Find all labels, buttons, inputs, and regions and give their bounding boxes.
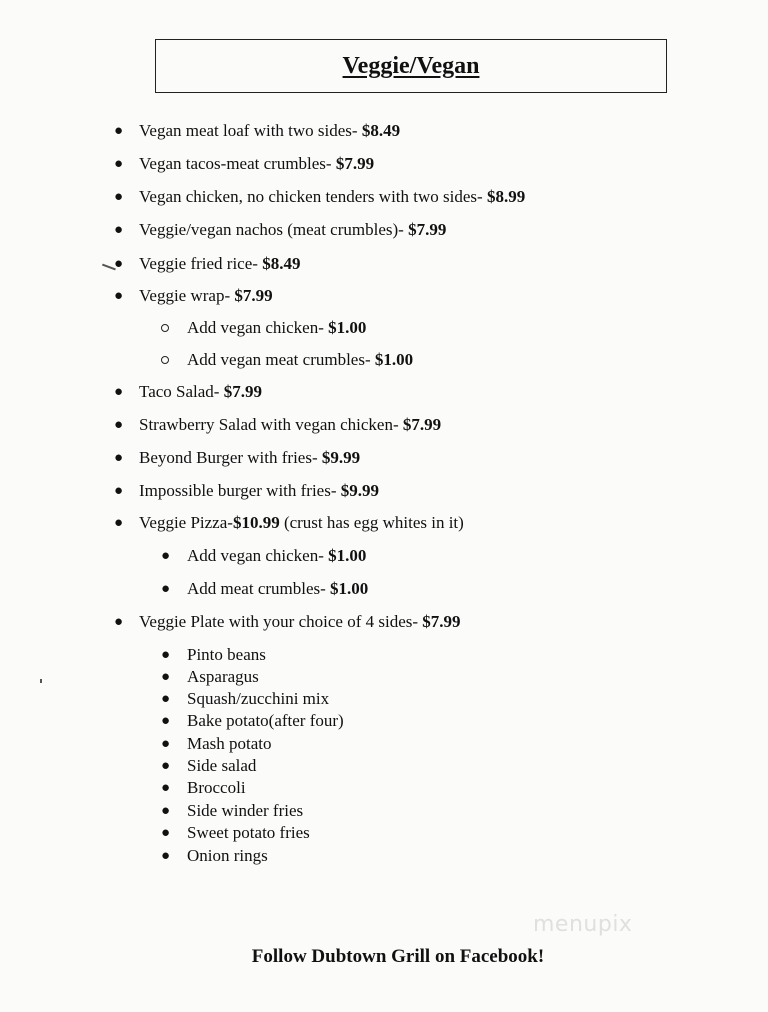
item-price: $7.99 xyxy=(408,220,447,239)
item-name: Veggie Plate with your choice of 4 sides- xyxy=(139,612,423,631)
item-price: $9.99 xyxy=(340,481,380,500)
bullet-icon: ● xyxy=(161,669,171,685)
bullet-icon: ● xyxy=(161,758,171,774)
addon-name: Add vegan chicken- xyxy=(187,546,329,565)
bullet-icon: ● xyxy=(161,848,171,864)
side-item: Side winder fries xyxy=(187,801,304,820)
menu-item-strawberry-salad xyxy=(139,415,441,435)
side-item: Squash/zucchini mix xyxy=(187,689,330,708)
menu-item-vegan-chicken xyxy=(139,187,525,207)
addon-name: Add meat crumbles- xyxy=(187,579,331,598)
title-box xyxy=(155,39,667,93)
bullet-icon: ● xyxy=(161,548,171,564)
item-name: Beyond Burger with fries- xyxy=(139,448,322,467)
item-name: Strawberry Salad with vegan chicken- xyxy=(139,415,403,434)
addon-price: $1.00 xyxy=(330,579,369,598)
bullet-icon: ● xyxy=(114,384,124,400)
bullet-icon: ● xyxy=(161,691,171,707)
scan-mark xyxy=(40,679,42,683)
addon-item xyxy=(187,318,366,338)
bullet-icon: ● xyxy=(114,483,124,499)
menu-item-veggie-pizza xyxy=(139,513,464,533)
bullet-icon: ● xyxy=(114,156,124,172)
page-title: Veggie/Vegan xyxy=(342,52,480,79)
bullet-icon: ● xyxy=(114,450,124,466)
bullet-icon: ● xyxy=(114,288,124,304)
bullet-icon: ● xyxy=(161,780,171,796)
bullet-icon: ● xyxy=(114,123,124,139)
item-price: $7.99 xyxy=(335,154,375,173)
bullet-icon: ● xyxy=(114,515,124,531)
item-price: $8.49 xyxy=(262,254,301,273)
side-item: Pinto beans xyxy=(187,645,266,664)
side-item: Side salad xyxy=(187,756,257,775)
addon-name: Add vegan meat crumbles- xyxy=(187,350,375,369)
side-item: Sweet potato fries xyxy=(187,823,310,842)
menu-item-veggie-nachos xyxy=(139,220,446,240)
addon-name: Add vegan chicken- xyxy=(187,318,329,337)
addon-item xyxy=(187,579,368,599)
circle-bullet-icon xyxy=(161,356,169,364)
item-name: Impossible burger with fries- xyxy=(139,481,341,500)
menu-item-veggie-wrap xyxy=(139,286,273,306)
watermark: menupix xyxy=(533,912,633,937)
item-name: Veggie/vegan nachos (meat crumbles)- xyxy=(139,220,409,239)
item-price: $9.99 xyxy=(321,448,361,467)
menu-item-veggie-fried-rice xyxy=(139,254,300,274)
menu-item-vegan-meat-loaf xyxy=(139,121,400,141)
item-price: $8.99 xyxy=(486,187,526,206)
side-item: Bake potato(after four) xyxy=(187,711,344,730)
addon-item xyxy=(187,546,366,566)
item-price: $7.99 xyxy=(422,612,461,631)
footer-text: Follow Dubtown Grill on Facebook! xyxy=(251,946,545,967)
item-name: Taco Salad- xyxy=(139,382,224,401)
menu-item-veggie-plate xyxy=(139,612,461,632)
menu-item-beyond-burger xyxy=(139,448,360,468)
item-name: Veggie fried rice- xyxy=(139,254,263,273)
item-price: $7.99 xyxy=(234,286,273,305)
item-price: $10.99 xyxy=(232,513,280,532)
addon-price: $1.00 xyxy=(374,350,414,369)
side-item: Asparagus xyxy=(187,667,259,686)
bullet-icon: ● xyxy=(161,825,171,841)
item-name: Veggie Pizza- xyxy=(139,513,233,532)
addon-price: $1.00 xyxy=(328,546,367,565)
bullet-icon: ● xyxy=(161,803,171,819)
item-name: Veggie wrap- xyxy=(139,286,235,305)
bullet-icon: ● xyxy=(161,713,171,729)
addon-price: $1.00 xyxy=(328,318,367,337)
menu-item-taco-salad xyxy=(139,382,262,402)
menu-item-vegan-tacos xyxy=(139,154,374,174)
item-price: $7.99 xyxy=(402,415,442,434)
bullet-icon: ● xyxy=(114,256,124,272)
item-name: Vegan meat loaf with two sides- xyxy=(139,121,362,140)
circle-bullet-icon xyxy=(161,324,169,332)
item-name: Vegan tacos-meat crumbles- xyxy=(139,154,336,173)
bullet-icon: ● xyxy=(161,581,171,597)
bullet-icon: ● xyxy=(161,647,171,663)
menu-item-impossible-burger xyxy=(139,481,379,501)
bullet-icon: ● xyxy=(114,614,124,630)
item-price: $8.49 xyxy=(361,121,401,140)
side-item: Broccoli xyxy=(187,778,246,797)
item-name: Vegan chicken, no chicken tenders with two sides- xyxy=(139,187,487,206)
bullet-icon: ● xyxy=(114,222,124,238)
side-item: Onion rings xyxy=(187,846,268,865)
addon-item xyxy=(187,350,413,370)
bullet-icon: ● xyxy=(114,417,124,433)
bullet-icon: ● xyxy=(161,736,171,752)
side-item: Mash potato xyxy=(187,734,272,753)
item-note: (crust has egg whites in it) xyxy=(279,513,464,532)
item-price: $7.99 xyxy=(223,382,262,401)
bullet-icon: ● xyxy=(114,189,124,205)
